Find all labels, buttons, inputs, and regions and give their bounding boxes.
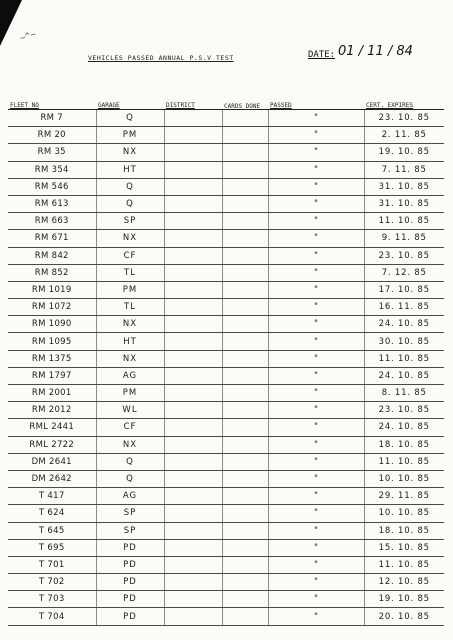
- cell-cards-done: [222, 178, 268, 195]
- cell-cert-expires: 19. 10. 85: [364, 144, 444, 161]
- cell-fleet-no: RML 2441: [8, 419, 96, 436]
- cell-fleet-no: T 704: [8, 608, 96, 625]
- cell-district: [164, 436, 222, 453]
- cell-cert-expires: 10. 10. 85: [364, 470, 444, 487]
- cell-garage: NX: [96, 144, 164, 161]
- cell-cards-done: [222, 367, 268, 384]
- table-row: [8, 470, 444, 487]
- cell-district: [164, 350, 222, 367]
- cell-district: [164, 591, 222, 608]
- cell-garage: Q: [96, 453, 164, 470]
- cell-cards-done: [222, 195, 268, 212]
- cell-garage: PD: [96, 591, 164, 608]
- cell-fleet-no: DM 2641: [8, 453, 96, 470]
- cell-fleet-no: RM 2001: [8, 385, 96, 402]
- cell-fleet-no: RM 1072: [8, 299, 96, 316]
- cell-garage: HT: [96, 161, 164, 178]
- cell-passed: ": [268, 350, 364, 367]
- table-row: [8, 505, 444, 522]
- vehicle-table: [8, 94, 444, 626]
- cell-passed: ": [268, 367, 364, 384]
- table-row: [8, 161, 444, 178]
- cell-cards-done: [222, 539, 268, 556]
- cell-garage: Q: [96, 110, 164, 127]
- cell-district: [164, 522, 222, 539]
- cell-passed: ": [268, 453, 364, 470]
- cell-passed: ": [268, 402, 364, 419]
- cell-cert-expires: 19. 10. 85: [364, 591, 444, 608]
- cell-fleet-no: RM 663: [8, 213, 96, 230]
- cell-cert-expires: 30. 10. 85: [364, 333, 444, 350]
- cell-district: [164, 178, 222, 195]
- cell-cert-expires: 9. 11. 85: [364, 230, 444, 247]
- cell-cert-expires: 23. 10. 85: [364, 247, 444, 264]
- table-row: [8, 556, 444, 573]
- cell-garage: SP: [96, 505, 164, 522]
- cell-district: [164, 110, 222, 127]
- table-row: [8, 539, 444, 556]
- cell-district: [164, 264, 222, 281]
- cell-passed: ": [268, 195, 364, 212]
- cell-fleet-no: T 645: [8, 522, 96, 539]
- table-row: [8, 522, 444, 539]
- cell-cards-done: [222, 230, 268, 247]
- table-row: [8, 110, 444, 127]
- date-label: DATE:: [308, 50, 336, 60]
- cell-passed: ": [268, 574, 364, 591]
- cell-garage: AG: [96, 488, 164, 505]
- cell-district: [164, 470, 222, 487]
- table-body: [8, 110, 444, 626]
- cell-district: [164, 316, 222, 333]
- table-row: [8, 367, 444, 384]
- cell-passed: ": [268, 161, 364, 178]
- cell-garage: CF: [96, 247, 164, 264]
- cell-cards-done: [222, 591, 268, 608]
- table-row: [8, 385, 444, 402]
- cell-district: [164, 608, 222, 625]
- cell-cert-expires: 15. 10. 85: [364, 539, 444, 556]
- cell-passed: ": [268, 419, 364, 436]
- cell-garage: PD: [96, 574, 164, 591]
- cell-cert-expires: 11. 10. 85: [364, 556, 444, 573]
- table-row: [8, 230, 444, 247]
- cell-cert-expires: 2. 11. 85: [364, 127, 444, 144]
- cell-passed: ": [268, 178, 364, 195]
- cell-garage: NX: [96, 436, 164, 453]
- cell-passed: ": [268, 144, 364, 161]
- cell-district: [164, 161, 222, 178]
- cell-passed: ": [268, 436, 364, 453]
- cell-district: [164, 230, 222, 247]
- cell-fleet-no: RM 842: [8, 247, 96, 264]
- cell-fleet-no: DM 2642: [8, 470, 96, 487]
- cell-cert-expires: 31. 10. 85: [364, 178, 444, 195]
- cell-cards-done: [222, 574, 268, 591]
- table-row: [8, 281, 444, 298]
- cell-cards-done: [222, 608, 268, 625]
- cell-district: [164, 453, 222, 470]
- table-row: [8, 333, 444, 350]
- cell-district: [164, 402, 222, 419]
- cell-cert-expires: 11. 10. 85: [364, 453, 444, 470]
- cell-cert-expires: 31. 10. 85: [364, 195, 444, 212]
- cell-fleet-no: RML 2722: [8, 436, 96, 453]
- cell-passed: ": [268, 316, 364, 333]
- column-header-fleet: FLEET NO: [8, 94, 96, 110]
- cell-garage: NX: [96, 230, 164, 247]
- cell-fleet-no: RM 354: [8, 161, 96, 178]
- cell-fleet-no: RM 546: [8, 178, 96, 195]
- cell-garage: Q: [96, 195, 164, 212]
- cell-fleet-no: RM 1019: [8, 281, 96, 298]
- cell-cards-done: [222, 436, 268, 453]
- cell-cards-done: [222, 522, 268, 539]
- cell-fleet-no: RM 613: [8, 195, 96, 212]
- cell-passed: ": [268, 127, 364, 144]
- table-row: [8, 247, 444, 264]
- cell-district: [164, 195, 222, 212]
- cell-cards-done: [222, 333, 268, 350]
- cell-fleet-no: RM 671: [8, 230, 96, 247]
- cell-garage: PD: [96, 539, 164, 556]
- cell-passed: ": [268, 539, 364, 556]
- cell-fleet-no: RM 20: [8, 127, 96, 144]
- cell-cards-done: [222, 385, 268, 402]
- table-row: [8, 178, 444, 195]
- cell-district: [164, 574, 222, 591]
- cell-fleet-no: RM 1090: [8, 316, 96, 333]
- cell-passed: ": [268, 213, 364, 230]
- cell-district: [164, 299, 222, 316]
- cell-fleet-no: RM 2012: [8, 402, 96, 419]
- folded-corner: [0, 0, 22, 46]
- cell-fleet-no: T 624: [8, 505, 96, 522]
- cell-cards-done: [222, 247, 268, 264]
- cell-cards-done: [222, 488, 268, 505]
- cell-cards-done: [222, 110, 268, 127]
- cell-district: [164, 144, 222, 161]
- cell-cert-expires: 7. 12. 85: [364, 264, 444, 281]
- cell-passed: ": [268, 488, 364, 505]
- table-row: [8, 316, 444, 333]
- cell-cards-done: [222, 470, 268, 487]
- cell-garage: NX: [96, 316, 164, 333]
- cell-garage: NX: [96, 350, 164, 367]
- cell-garage: PM: [96, 127, 164, 144]
- cell-cert-expires: 23. 10. 85: [364, 402, 444, 419]
- cell-garage: PD: [96, 608, 164, 625]
- cell-cards-done: [222, 144, 268, 161]
- cell-cert-expires: 12. 10. 85: [364, 574, 444, 591]
- cell-garage: WL: [96, 402, 164, 419]
- table-row: [8, 608, 444, 625]
- cell-passed: ": [268, 333, 364, 350]
- cell-passed: ": [268, 505, 364, 522]
- cell-cert-expires: 24. 10. 85: [364, 316, 444, 333]
- cell-fleet-no: T 695: [8, 539, 96, 556]
- cell-fleet-no: T 703: [8, 591, 96, 608]
- cell-district: [164, 127, 222, 144]
- cell-garage: PM: [96, 281, 164, 298]
- cell-cert-expires: 11. 10. 85: [364, 213, 444, 230]
- cell-district: [164, 556, 222, 573]
- table-row: [8, 402, 444, 419]
- table-row: [8, 195, 444, 212]
- cell-cards-done: [222, 453, 268, 470]
- column-header-passed: PASSED: [268, 94, 364, 110]
- table-row: [8, 488, 444, 505]
- cell-cards-done: [222, 419, 268, 436]
- cell-garage: TL: [96, 264, 164, 281]
- cell-fleet-no: RM 7: [8, 110, 96, 127]
- table-row: [8, 350, 444, 367]
- cell-passed: ": [268, 470, 364, 487]
- cell-passed: ": [268, 264, 364, 281]
- cell-cert-expires: 11. 10. 85: [364, 350, 444, 367]
- cell-cert-expires: 18. 10. 85: [364, 436, 444, 453]
- cell-cards-done: [222, 264, 268, 281]
- cell-district: [164, 367, 222, 384]
- cell-cards-done: [222, 161, 268, 178]
- cell-cert-expires: 16. 11. 85: [364, 299, 444, 316]
- cell-district: [164, 333, 222, 350]
- cell-passed: ": [268, 385, 364, 402]
- cell-cert-expires: 24. 10. 85: [364, 419, 444, 436]
- cell-cert-expires: 24. 10. 85: [364, 367, 444, 384]
- table-row: [8, 144, 444, 161]
- cell-garage: SP: [96, 522, 164, 539]
- cell-garage: PM: [96, 385, 164, 402]
- table-row: [8, 436, 444, 453]
- cell-district: [164, 281, 222, 298]
- cell-garage: Q: [96, 470, 164, 487]
- table-row: [8, 264, 444, 281]
- cell-garage: TL: [96, 299, 164, 316]
- cell-garage: SP: [96, 213, 164, 230]
- cell-district: [164, 213, 222, 230]
- column-header-cards-done: CARDS DONE: [222, 94, 268, 110]
- cell-cert-expires: 8. 11. 85: [364, 385, 444, 402]
- cell-fleet-no: T 702: [8, 574, 96, 591]
- cell-passed: ": [268, 110, 364, 127]
- cell-passed: ": [268, 230, 364, 247]
- cell-district: [164, 505, 222, 522]
- cell-garage: CF: [96, 419, 164, 436]
- cell-district: [164, 488, 222, 505]
- cell-cert-expires: 7. 11. 85: [364, 161, 444, 178]
- cell-cert-expires: 18. 10. 85: [364, 522, 444, 539]
- cell-passed: ": [268, 608, 364, 625]
- cell-cards-done: [222, 281, 268, 298]
- cell-garage: Q: [96, 178, 164, 195]
- cell-fleet-no: RM 852: [8, 264, 96, 281]
- cell-cards-done: [222, 556, 268, 573]
- table-row: [8, 419, 444, 436]
- cell-fleet-no: RM 35: [8, 144, 96, 161]
- cell-cards-done: [222, 127, 268, 144]
- cell-passed: ": [268, 591, 364, 608]
- table-row: [8, 591, 444, 608]
- cell-district: [164, 419, 222, 436]
- cell-cert-expires: 10. 10. 85: [364, 505, 444, 522]
- cell-cert-expires: 20. 10. 85: [364, 608, 444, 625]
- table-header-row: [8, 94, 444, 110]
- cell-cards-done: [222, 316, 268, 333]
- cell-cert-expires: 23. 10. 85: [364, 110, 444, 127]
- cell-cards-done: [222, 350, 268, 367]
- cell-cards-done: [222, 299, 268, 316]
- table-row: [8, 453, 444, 470]
- cell-passed: ": [268, 247, 364, 264]
- cell-district: [164, 247, 222, 264]
- table-row: [8, 299, 444, 316]
- cell-fleet-no: RM 1797: [8, 367, 96, 384]
- column-header-district: DISTRICT: [164, 94, 222, 110]
- cell-garage: HT: [96, 333, 164, 350]
- cell-district: [164, 539, 222, 556]
- column-header-garage: GARAGE: [96, 94, 164, 110]
- cell-passed: ": [268, 281, 364, 298]
- cell-fleet-no: RM 1095: [8, 333, 96, 350]
- cell-cert-expires: 29. 11. 85: [364, 488, 444, 505]
- cell-fleet-no: T 701: [8, 556, 96, 573]
- margin-doodle: ~^~: [18, 29, 38, 45]
- table-row: [8, 127, 444, 144]
- cell-garage: PD: [96, 556, 164, 573]
- cell-passed: ": [268, 522, 364, 539]
- table-row: [8, 213, 444, 230]
- cell-garage: AG: [96, 367, 164, 384]
- cell-cards-done: [222, 505, 268, 522]
- document-title: VEHICLES PASSED ANNUAL P.S.V TEST: [88, 54, 234, 62]
- cell-fleet-no: RM 1375: [8, 350, 96, 367]
- table-row: [8, 574, 444, 591]
- cell-cert-expires: 17. 10. 85: [364, 281, 444, 298]
- cell-district: [164, 385, 222, 402]
- cell-passed: ": [268, 556, 364, 573]
- column-header-cert-expires: CERT. EXPIRES: [364, 94, 444, 110]
- cell-passed: ": [268, 299, 364, 316]
- date-value: 01 / 11 / 84: [338, 44, 413, 59]
- cell-cards-done: [222, 213, 268, 230]
- cell-fleet-no: T 417: [8, 488, 96, 505]
- cell-cards-done: [222, 402, 268, 419]
